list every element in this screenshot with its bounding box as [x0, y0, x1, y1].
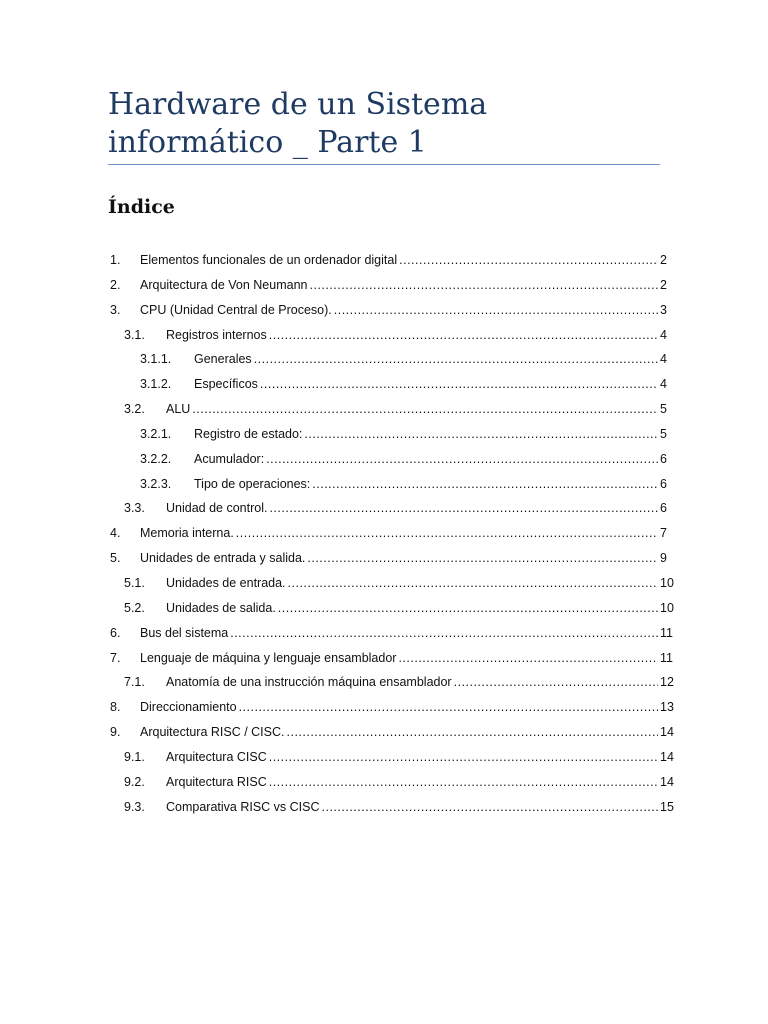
toc-entry[interactable] — [0, 770, 768, 795]
toc-page-number: 11 — [660, 650, 673, 665]
toc-entry-body — [166, 770, 658, 795]
toc-page-number: 14 — [660, 774, 674, 789]
toc-entry-title[interactable]: Arquitectura CISC — [166, 749, 267, 764]
toc-entry-body — [194, 347, 658, 372]
toc-entry-number: 3.2.2. — [140, 451, 172, 466]
toc-leader-dots — [454, 670, 658, 695]
toc-leader-dots — [334, 298, 658, 323]
toc-entry-body — [194, 447, 658, 472]
toc-entry-number: 3.2. — [124, 402, 145, 417]
toc-leader-dots — [254, 347, 658, 372]
toc-leader-dots — [288, 571, 658, 596]
toc-page-number: 6 — [660, 501, 667, 516]
toc-leader-dots — [239, 695, 658, 720]
toc-entry-title[interactable]: Arquitectura RISC / CISC. — [140, 725, 285, 740]
toc-entry-title[interactable]: Lenguaje de máquina y lenguaje ensamblador — [140, 650, 397, 665]
toc-entry-number: 9.1. — [124, 749, 145, 764]
toc-entry-number: 7. — [110, 650, 121, 665]
toc-entry-title[interactable]: Anatomía de una instrucción máquina ensamblador — [166, 675, 452, 690]
toc-page-number: 13 — [660, 700, 674, 715]
toc-leader-dots — [192, 397, 658, 422]
toc-entry-number: 3.1.1. — [140, 352, 172, 367]
toc-entry-number: 3. — [110, 302, 121, 317]
toc-entry-body — [166, 323, 658, 348]
toc-page-number: 4 — [660, 352, 667, 367]
toc-leader-dots — [307, 546, 658, 571]
toc-entry[interactable] — [0, 397, 768, 422]
toc-page-number: 14 — [660, 725, 674, 740]
toc-entry-body — [166, 795, 658, 820]
toc-entry[interactable] — [0, 273, 768, 298]
toc-entry[interactable] — [0, 472, 768, 497]
toc-page-number: 5 — [660, 402, 667, 417]
toc-leader-dots — [399, 248, 658, 273]
title-divider — [108, 164, 660, 165]
toc-entry-title[interactable]: Registros internos — [166, 327, 267, 342]
toc-leader-dots — [269, 745, 658, 770]
toc-entry-body — [140, 621, 658, 646]
toc-entry[interactable] — [0, 521, 768, 546]
toc-entry-body — [166, 670, 658, 695]
toc-entry-title[interactable]: CPU (Unidad Central de Proceso). — [140, 302, 332, 317]
toc-entry[interactable] — [0, 670, 768, 695]
toc-entry-body — [166, 596, 658, 621]
toc-entry-title[interactable]: Específicos — [194, 377, 258, 392]
toc-entry-number: 5.1. — [124, 575, 145, 590]
toc-leader-dots — [309, 273, 658, 298]
toc-page-number: 15 — [660, 799, 674, 814]
toc-entry-body — [140, 646, 658, 671]
toc-entry-title[interactable]: Unidad de control. — [166, 501, 268, 516]
toc-entry-number: 9. — [110, 725, 121, 740]
toc-entry-title[interactable]: Elementos funcionales de un ordenador digital — [140, 253, 398, 267]
toc-entry-title[interactable]: Bus del sistema — [140, 625, 229, 640]
toc-page-number: 2 — [660, 253, 667, 267]
toc-entry[interactable] — [0, 347, 768, 372]
toc-entry[interactable] — [0, 372, 768, 397]
toc-entry[interactable] — [0, 795, 768, 820]
toc-entry-number: 7.1. — [124, 675, 145, 690]
toc-entry-body — [140, 720, 658, 745]
toc-leader-dots — [269, 496, 658, 521]
toc-entry-number: 2. — [110, 277, 121, 292]
toc-entry[interactable] — [0, 546, 768, 571]
toc-entry[interactable] — [0, 621, 768, 646]
toc-entry-number: 5.2. — [124, 600, 145, 615]
toc-entry[interactable] — [0, 646, 768, 671]
toc-page-number: 6 — [660, 451, 667, 466]
toc-entry-title[interactable]: Unidades de entrada y salida. — [140, 551, 306, 566]
toc-entry-number: 4. — [110, 526, 121, 541]
toc-entry-number: 5. — [110, 551, 121, 566]
toc-page-number: 12 — [660, 675, 674, 690]
toc-entry[interactable] — [0, 496, 768, 521]
toc-page-number: 6 — [660, 476, 667, 491]
toc-leader-dots — [269, 770, 658, 795]
toc-entry-title[interactable]: Arquitectura RISC — [166, 774, 267, 789]
toc-entry[interactable] — [0, 745, 768, 770]
toc-entry-body — [140, 546, 658, 571]
toc-entry-body — [194, 372, 658, 397]
toc-leader-dots — [260, 372, 658, 397]
toc-entry-title[interactable]: Arquitectura de Von Neumann — [140, 277, 308, 292]
toc-entry-title[interactable]: Unidades de salida. — [166, 600, 276, 615]
toc-page-number: 10 — [660, 600, 674, 615]
toc-entry[interactable] — [0, 695, 768, 720]
toc-leader-dots — [322, 795, 658, 820]
toc-entry-number: 8. — [110, 700, 121, 715]
toc-page-number: 5 — [660, 426, 667, 441]
toc-entry[interactable] — [0, 720, 768, 745]
toc-page-number: 2 — [660, 277, 667, 292]
toc-page-number: 11 — [660, 625, 673, 640]
toc-page-number: 4 — [660, 327, 667, 342]
toc-page-number: 3 — [660, 302, 667, 317]
toc-leader-dots — [287, 720, 659, 745]
toc-entry-number: 9.2. — [124, 774, 145, 789]
toc-entry[interactable] — [0, 571, 768, 596]
toc-heading: Índice — [108, 196, 175, 218]
toc-entry[interactable] — [0, 298, 768, 323]
toc-entry-title[interactable]: Direccionamiento — [140, 700, 237, 715]
toc-entry[interactable] — [0, 447, 768, 472]
toc-leader-dots — [230, 621, 658, 646]
toc-leader-dots — [236, 521, 658, 546]
toc-entry-body — [140, 248, 658, 273]
toc-entry[interactable] — [0, 422, 768, 447]
toc-entry-title[interactable]: Comparativa RISC vs CISC — [166, 799, 320, 814]
toc-entry-title[interactable]: Unidades de entrada. — [166, 575, 286, 590]
toc-leader-dots — [266, 447, 658, 472]
toc-entry-body — [140, 521, 658, 546]
toc-entry-title[interactable]: Memoria interna. — [140, 526, 234, 541]
toc-entry-title[interactable]: Generales — [194, 352, 252, 367]
toc-entry-number: 3.2.3. — [140, 476, 172, 491]
toc-leader-dots — [304, 422, 658, 447]
toc-entry-title[interactable]: Registro de estado: — [194, 426, 303, 441]
document-title: Hardware de un Sistema informático _ Parte 1 — [108, 87, 488, 160]
toc-entry-title[interactable]: ALU — [166, 402, 191, 417]
toc-entry-number: 1. — [110, 253, 121, 267]
toc-page-number: 7 — [660, 526, 667, 541]
toc-entry-number: 3.1.2. — [140, 377, 172, 392]
toc-leader-dots — [312, 472, 658, 497]
toc-entry-body — [166, 496, 658, 521]
toc-leader-dots — [398, 646, 658, 671]
toc-entry-body — [140, 298, 658, 323]
toc-entry-number: 9.3. — [124, 799, 145, 814]
toc-entry-body — [166, 745, 658, 770]
toc-leader-dots — [269, 323, 658, 348]
table-of-contents — [0, 248, 768, 819]
toc-entry-title[interactable]: Acumulador: — [194, 451, 265, 466]
toc-page-number: 4 — [660, 377, 667, 392]
toc-entry-number: 3.1. — [124, 327, 145, 342]
toc-page-number: 10 — [660, 575, 674, 590]
toc-entry[interactable] — [0, 323, 768, 348]
toc-entry-body — [194, 472, 658, 497]
toc-entry-body — [140, 695, 658, 720]
toc-entry-body — [194, 422, 658, 447]
toc-leader-dots — [278, 596, 658, 621]
toc-entry-number: 3.3. — [124, 501, 145, 516]
toc-page-number: 14 — [660, 749, 674, 764]
toc-entry-number: 6. — [110, 625, 121, 640]
toc-entry[interactable] — [0, 596, 768, 621]
toc-entry[interactable] — [0, 248, 768, 273]
toc-entry-body — [166, 397, 658, 422]
toc-entry-body — [166, 571, 658, 596]
toc-entry-number: 3.2.1. — [140, 426, 172, 441]
toc-page-number: 9 — [660, 551, 667, 566]
toc-entry-body — [140, 273, 658, 298]
toc-entry-title[interactable]: Tipo de operaciones: — [194, 476, 311, 491]
